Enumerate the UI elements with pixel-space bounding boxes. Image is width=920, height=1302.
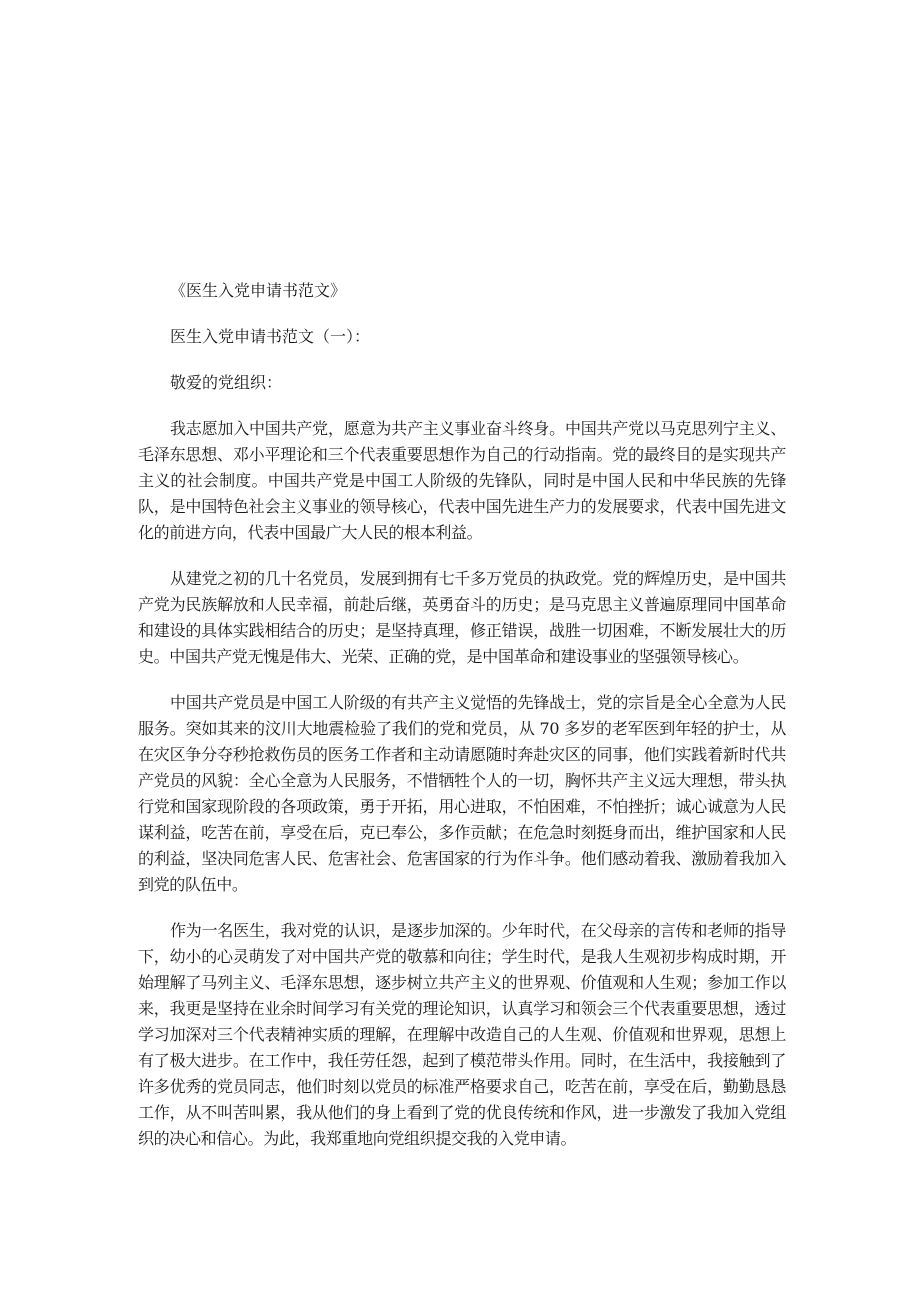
paragraph-2: 从建党之初的几十名党员，发展到拥有七千多万党员的执政党。党的辉煌历史，是中国共产党为民族解放和人民幸福，前赴后继，英勇奋斗的历史；是马克思主义普遍原理同中国革命和建设的具体实践相结合的历史；是坚持真理，修正错误，战胜一切困难，不断发展壮大的历史。中国共产党无愧是伟大、光荣、正确的党，是中国革命和建设事业的坚强领导核心。 [138,569,786,666]
paragraph-1: 我志愿加入中国共产党，愿意为共产主义事业奋斗终身。中国共产党以马克思列宁主义、毛泽东思想、邓小平理论和三个代表重要思想作为自己的行动指南。党的最终目的是实现共产主义的社会制度。中国共产党是中国工人阶级的先锋队，同时是中国人民和中华民族的先锋队，是中国特色社会主义事业的领导核心，代表中国先进生产力的发展要求，代表中国先进文化的前进方向，代表中国最广大人民的根本利益。 [138,419,786,542]
document-body [138,278,786,1172]
paragraph-4: 作为一名医生，我对党的认识，是逐步加深的。少年时代，在父母亲的言传和老师的指导下，幼小的心灵萌发了对中国共产党的敬慕和向往；学生时代，是我人生观初步构成时期，开始理解了马列主义、毛泽东思想，逐步树立共产主义的世界观、价值观和人生观；参加工作以来，我更是坚持在业余时间学习有关党的理论知识，认真学习和领会三个代表重要思想，透过学习加深对三个代表精神实质的理解，在理解中改造自己的人生观、价值观和世界观，思想上有了极大进步。在工作中，我任劳任怨，起到了模范带头作用。同时，在生活中，我接触到了许多优秀的党员同志，他们时刻以党员的标准严格要求自己，吃苦在前，享受在后，勤勤恳恳工作，从不叫苦叫累，我从他们的身上看到了党的优良传统和作风，进一步激发了我加入党组织的决心和信心。为此，我郑重地向党组织提交我的入党申请。 [138,921,786,1148]
document-subtitle: 医生入党申请书范文（一）： [170,327,371,346]
paragraph-3: 中国共产党员是中国工人阶级的有共产主义觉悟的先锋战士，党的宗旨是全心全意为人民服务。突如其来的汶川大地震检验了我们的党和党员，从 70 多岁的老军医到年轻的护士，从在灾区争分夺秒抢救伤员的医务工作者和主动请愿随时奔赴灾区的同事，他们实践着新时代共产党员的风貌：全心全意为人民服务，不惜牺牲个人的一切，胸怀共产主义远大理想，带头执行党和国家现阶段的各项政策，勇于开拓，用心进取，不怕困难，不怕挫折；诚心诚意为人民谋利益，吃苦在前，享受在后，克已奉公，多作贡献；在危急时刻挺身而出，维护国家和人民的利益，坚决同危害人民、危害社会、危害国家的行为作斗争。他们感动着我、激励着我加入到党的队伍中。 [138,693,786,894]
greeting-line: 敬爱的党组织： [170,373,283,392]
document-title: 《医生入党申请书范文》 [170,281,347,300]
